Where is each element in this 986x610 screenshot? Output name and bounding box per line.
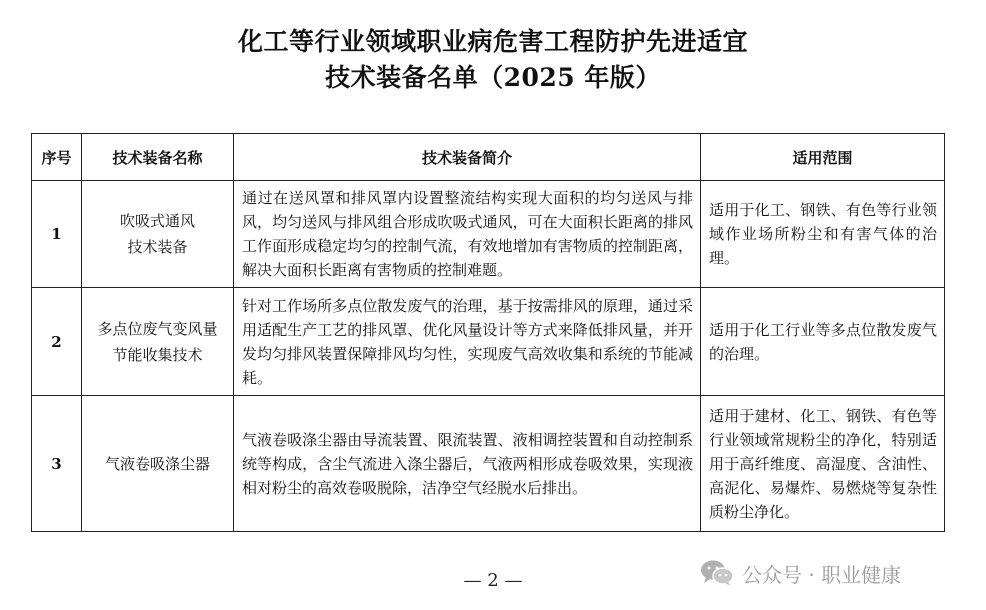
row-name bbox=[82, 396, 234, 532]
document-title-line1: 化工等行业领域职业病危害工程防护先进适宜 bbox=[237, 27, 748, 56]
header-name: 技术装备名称 bbox=[82, 134, 234, 181]
row-scope: 适用于化工行业等多点位散发废气的治理。 bbox=[701, 288, 945, 396]
row-desc: 针对工作场所多点位散发废气的治理，基于按需排风的原理，通过采用适配生产工艺的排风罩、优化风量设计等方式来降低排风量，并开发均匀排风装置保障排风均匀性，实现废气高效收集和系统的节能减耗。 bbox=[234, 288, 701, 396]
header-no: 序号 bbox=[32, 134, 82, 181]
table-row bbox=[32, 288, 945, 396]
watermark bbox=[700, 558, 901, 588]
row-name-line2: 节能收集技术 bbox=[112, 345, 203, 364]
row-desc: 气液卷吸涤尘器由导流装置、限流装置、液相调控装置和自动控制系统等构成，含尘气流进入涤尘器后，气液两相形成卷吸效果，实现液相对粉尘的高效卷吸脱除，洁净空气经脱水后排出。 bbox=[234, 396, 701, 532]
header-scope: 适用范围 bbox=[701, 134, 945, 181]
row-desc: 通过在送风罩和排风罩内设置整流结构实现大面积的均匀送风与排风，均匀送风与排风组合形成吹吸式通风，可在大面积长距离的排风工作面形成稳定均匀的控制气流，有效地增加有害物质的控制距离，解决大面积长距离有害物质的控制难题。 bbox=[234, 181, 701, 288]
row-name-line1: 多点位废气变风量 bbox=[97, 319, 218, 338]
row-no: 1 bbox=[32, 181, 82, 288]
page-number: — 2 — bbox=[463, 570, 523, 591]
table-row bbox=[32, 396, 945, 532]
row-name-line1: 气液卷吸涤尘器 bbox=[104, 454, 210, 473]
wechat-icon bbox=[700, 559, 734, 587]
table-row bbox=[32, 181, 945, 288]
row-name-line2: 技术装备 bbox=[127, 238, 188, 256]
row-no: 2 bbox=[32, 288, 82, 396]
row-name-line1: 吹吸式通风 bbox=[119, 212, 195, 230]
table-header-row bbox=[32, 134, 945, 181]
row-scope: 适用于化工、钢铁、有色等行业领域作业场所粉尘和有害气体的治理。 bbox=[701, 181, 945, 288]
document-title-line2: 技术装备名单（2025 年版） bbox=[325, 63, 661, 92]
header-desc: 技术装备简介 bbox=[234, 134, 701, 181]
equipment-table bbox=[31, 133, 945, 532]
row-name bbox=[82, 181, 234, 288]
row-no: 3 bbox=[32, 396, 82, 532]
row-name bbox=[82, 288, 234, 396]
row-scope: 适用于建材、化工、钢铁、有色等行业领域常规粉尘的净化，特别适用于高纤维度、高湿度、含油性、高泥化、易爆炸、易燃烧等复杂性质粉尘净化。 bbox=[701, 396, 945, 532]
watermark-text: 公众号 · 职业健康 bbox=[742, 562, 902, 587]
